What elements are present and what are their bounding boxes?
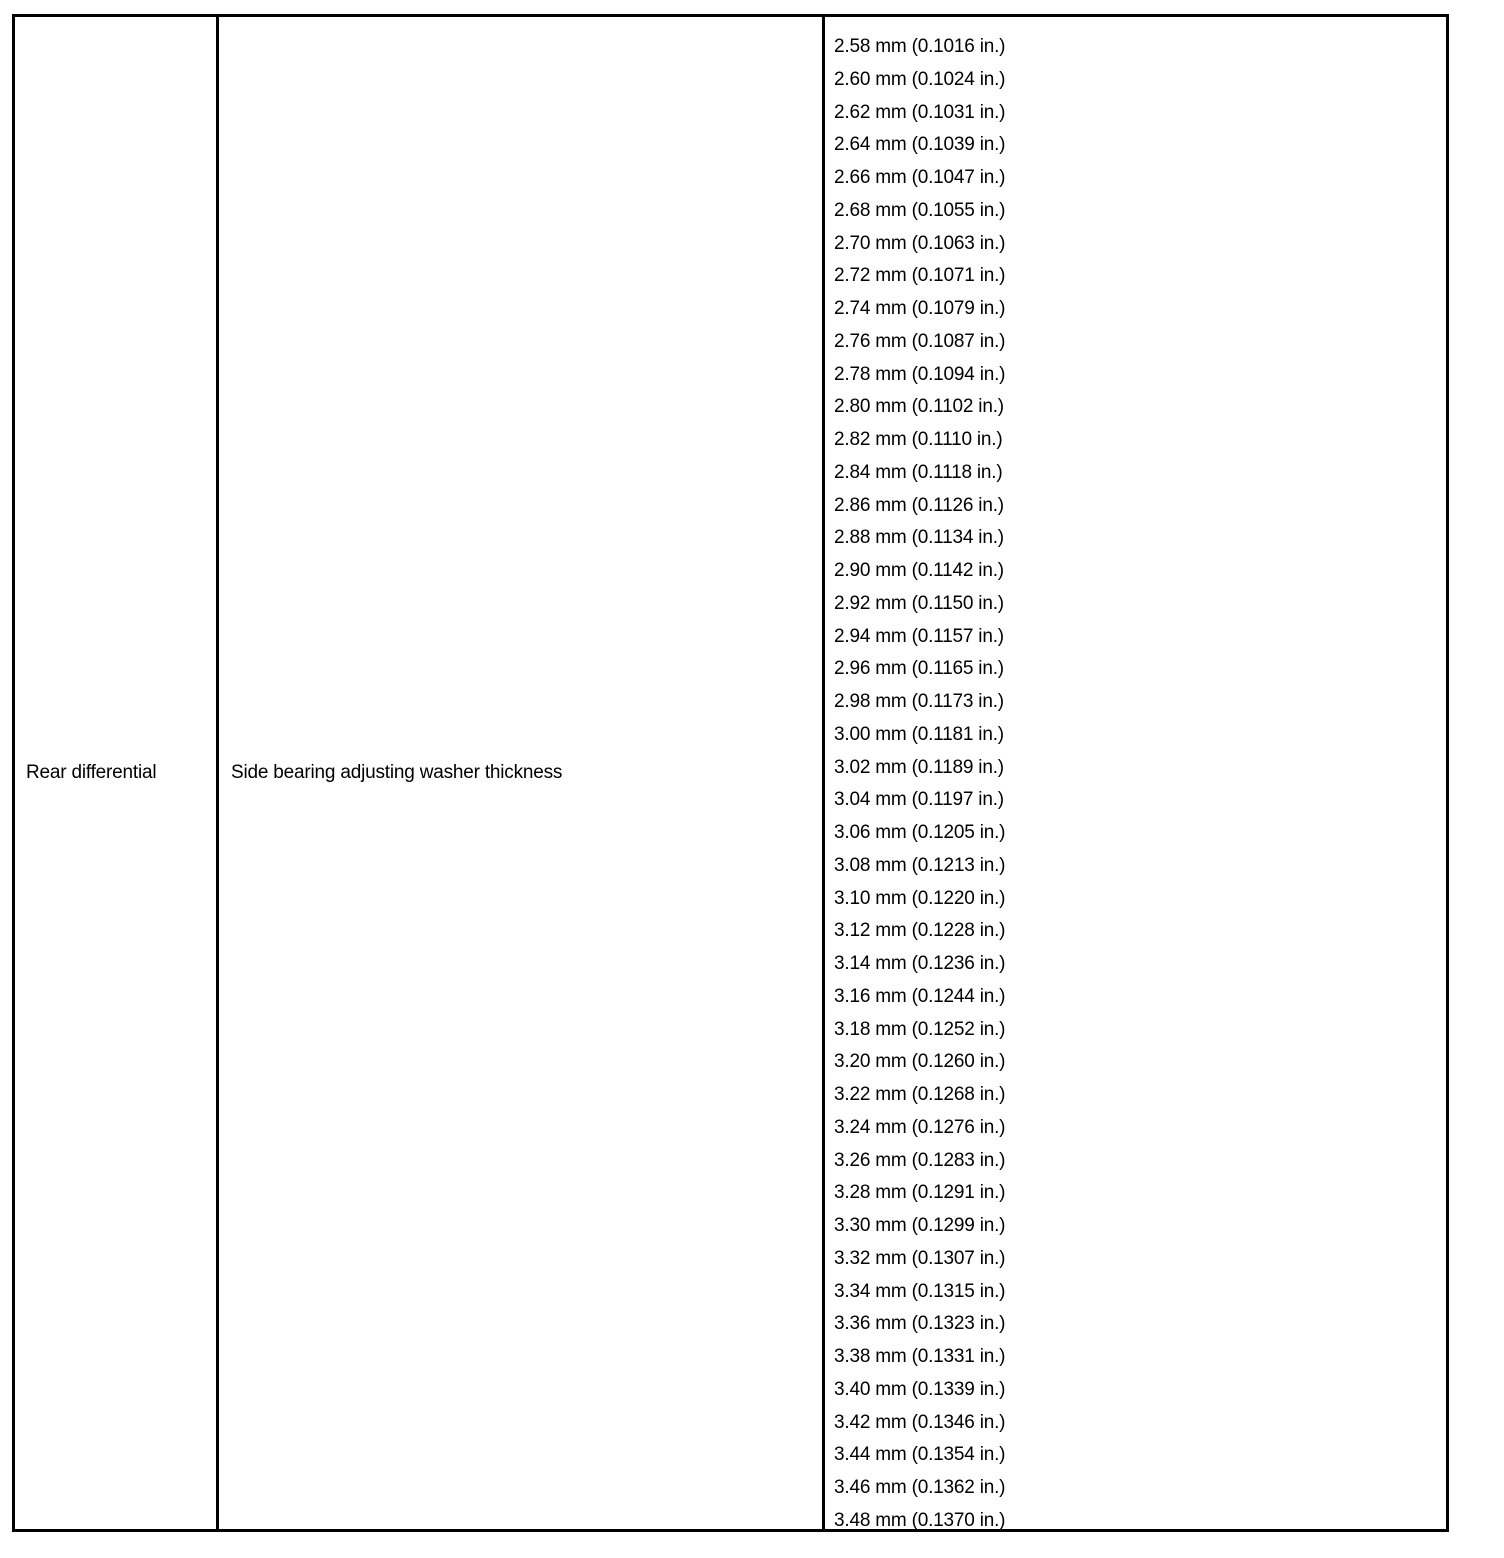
value-row: 3.34 mm (0.1315 in.) xyxy=(834,1280,1006,1302)
component-cell xyxy=(15,17,219,1529)
value-row: 3.12 mm (0.1228 in.) xyxy=(834,920,1006,942)
value-row: 2.78 mm (0.1094 in.) xyxy=(834,363,1006,385)
value-row: 3.22 mm (0.1268 in.) xyxy=(834,1084,1006,1105)
value-row: 3.38 mm (0.1331 in.) xyxy=(834,1346,1006,1367)
value-row: 2.90 mm (0.1142 in.) xyxy=(834,560,1004,581)
value-row: 3.44 mm (0.1354 in.) xyxy=(834,1444,1006,1466)
values-cell xyxy=(825,17,1446,1529)
item-label: Side bearing adjusting washer thickness xyxy=(231,762,563,783)
value-row: 3.16 mm (0.1244 in.) xyxy=(834,985,1006,1007)
value-row: 2.74 mm (0.1079 in.) xyxy=(834,298,1006,319)
value-row: 3.42 mm (0.1346 in.) xyxy=(834,1411,1006,1433)
value-row: 3.28 mm (0.1291 in.) xyxy=(834,1182,1006,1204)
value-row: 2.80 mm (0.1102 in.) xyxy=(834,396,1004,418)
value-row: 3.32 mm (0.1307 in.) xyxy=(834,1247,1006,1269)
value-row: 3.06 mm (0.1205 in.) xyxy=(834,822,1006,843)
value-row: 2.58 mm (0.1016 in.) xyxy=(834,36,1006,57)
value-row: 3.48 mm (0.1370 in.) xyxy=(834,1509,1006,1531)
value-row: 2.60 mm (0.1024 in.) xyxy=(834,68,1006,90)
value-row: 2.64 mm (0.1039 in.) xyxy=(834,134,1006,156)
value-row: 3.10 mm (0.1220 in.) xyxy=(834,887,1006,909)
value-row: 2.70 mm (0.1063 in.) xyxy=(834,232,1006,254)
value-row: 2.88 mm (0.1134 in.) xyxy=(834,527,1004,549)
value-row: 2.92 mm (0.1150 in.) xyxy=(834,592,1004,614)
value-row: 3.00 mm (0.1181 in.) xyxy=(834,723,1004,745)
value-row: 3.08 mm (0.1213 in.) xyxy=(834,854,1006,876)
value-row: 3.14 mm (0.1236 in.) xyxy=(834,953,1006,974)
value-row: 2.72 mm (0.1071 in.) xyxy=(834,265,1006,287)
value-row: 3.36 mm (0.1323 in.) xyxy=(834,1313,1006,1335)
value-row: 2.96 mm (0.1165 in.) xyxy=(834,658,1004,680)
value-row: 3.30 mm (0.1299 in.) xyxy=(834,1215,1006,1236)
value-row: 2.68 mm (0.1055 in.) xyxy=(834,199,1006,221)
value-row: 2.86 mm (0.1126 in.) xyxy=(834,494,1004,516)
value-row: 3.24 mm (0.1276 in.) xyxy=(834,1116,1006,1138)
value-row: 2.66 mm (0.1047 in.) xyxy=(834,167,1006,188)
component-label: Rear differential xyxy=(26,762,157,783)
value-row: 3.20 mm (0.1260 in.) xyxy=(834,1051,1006,1073)
item-cell xyxy=(219,17,825,1529)
value-row: 2.84 mm (0.1118 in.) xyxy=(834,461,1003,483)
value-row: 3.46 mm (0.1362 in.) xyxy=(834,1477,1006,1498)
value-row: 3.40 mm (0.1339 in.) xyxy=(834,1378,1006,1400)
value-row: 2.98 mm (0.1173 in.) xyxy=(834,691,1004,712)
value-row: 2.76 mm (0.1087 in.) xyxy=(834,330,1006,352)
value-row: 2.82 mm (0.1110 in.) xyxy=(834,429,1003,450)
value-row: 2.94 mm (0.1157 in.) xyxy=(834,625,1004,647)
value-row: 3.18 mm (0.1252 in.) xyxy=(834,1018,1006,1040)
value-row: 2.62 mm (0.1031 in.) xyxy=(834,101,1006,123)
value-row: 3.02 mm (0.1189 in.) xyxy=(834,756,1004,778)
spec-table xyxy=(12,14,1449,1532)
value-row: 3.26 mm (0.1283 in.) xyxy=(834,1149,1006,1171)
value-row: 3.04 mm (0.1197 in.) xyxy=(834,789,1004,811)
value-list xyxy=(825,31,1446,1538)
